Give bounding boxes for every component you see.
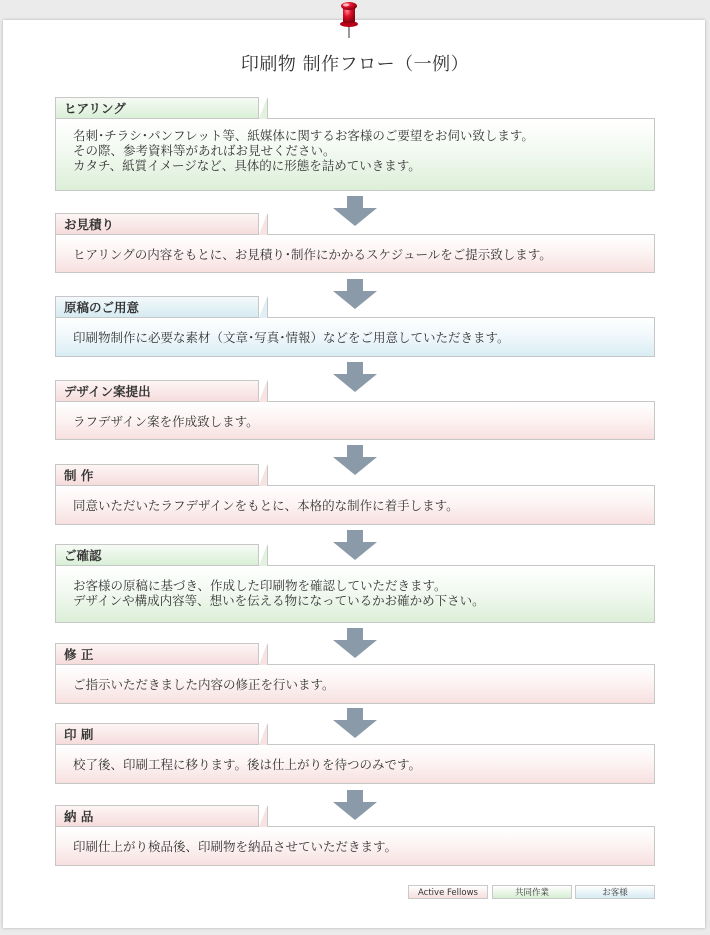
legend-joint-work: 共同作業 — [492, 885, 572, 899]
step-label: デザイン案提出 — [55, 380, 259, 401]
step-printing — [55, 723, 655, 784]
step-text-line: カタチ、紙質イメージなど、具体的に形態を詰めていきます。 — [73, 158, 421, 173]
pushpin-icon — [338, 0, 360, 38]
step-text-line: ヒアリングの内容をもとに、お見積り･制作にかかるスケジュールをご提示致します。 — [73, 247, 552, 262]
step-estimate — [55, 213, 655, 273]
step-label: ご確認 — [55, 544, 259, 565]
step-description — [55, 118, 655, 191]
step-description — [55, 317, 655, 357]
step-text-line: 校了後、印刷工程に移ります。後は仕上がりを待つのみです。 — [73, 757, 422, 772]
step-text-line: ご指示いただきました内容の修正を行います。 — [73, 677, 335, 692]
step-text-line: 印刷物制作に必要な素材（文章･写真･情報）などをご用意していただきます。 — [73, 330, 510, 345]
step-text-line: 同意いただいたラフデザインをもとに、本格的な制作に着手します。 — [73, 498, 459, 513]
step-label: 原稿のご用意 — [55, 296, 259, 317]
step-correction — [55, 643, 655, 704]
step-manuscript — [55, 296, 655, 357]
step-delivery — [55, 805, 655, 866]
step-label: 修 正 — [55, 643, 259, 664]
step-description — [55, 485, 655, 525]
step-text-line: その際、参考資料等があればお見せください。 — [73, 143, 336, 158]
step-text-line: お客様の原稿に基づき、作成した印刷物を確認していただきます。 — [73, 578, 447, 593]
legend-customer: お客様 — [575, 885, 655, 899]
step-label: 制 作 — [55, 464, 259, 485]
step-description — [55, 664, 655, 704]
step-label: ヒアリング — [55, 97, 259, 118]
step-description — [55, 401, 655, 440]
step-text-line: 印刷仕上がり検品後、印刷物を納品させていただきます。 — [73, 839, 398, 854]
step-label: 納 品 — [55, 805, 259, 826]
step-label: 印 刷 — [55, 723, 259, 744]
step-production — [55, 464, 655, 525]
page-title: 印刷物 制作フロー（一例） — [240, 54, 470, 75]
step-confirmation — [55, 544, 655, 623]
legend-active-fellows: Active Fellows — [408, 885, 488, 899]
step-text-line: 名刺･チラシ･パンフレット等、紙媒体に関するお客様のご要望をお伺い致します。 — [73, 128, 534, 143]
step-hearing — [55, 97, 655, 191]
step-text-line: デザインや構成内容等、想いを伝える物になっているかお確かめ下さい。 — [73, 593, 485, 608]
step-design-proposal — [55, 380, 655, 440]
step-description — [55, 565, 655, 623]
step-description — [55, 826, 655, 866]
step-text-line: ラフデザイン案を作成致します。 — [73, 414, 259, 429]
step-description — [55, 744, 655, 784]
step-description — [55, 234, 655, 273]
step-label: お見積り — [55, 213, 259, 234]
